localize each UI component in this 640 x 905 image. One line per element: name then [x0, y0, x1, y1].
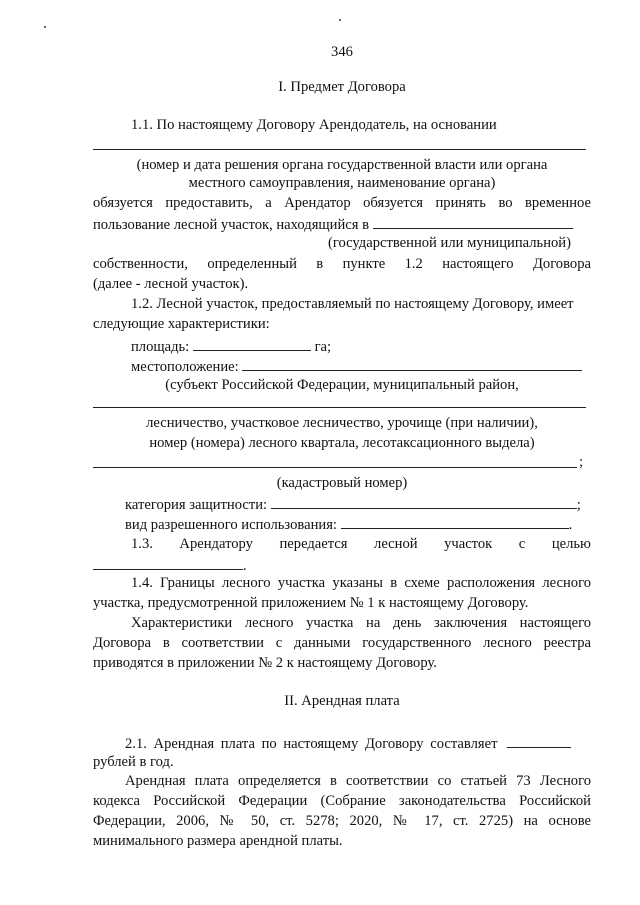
- word: определенный: [207, 256, 297, 272]
- permitted-use-label: вид разрешенного использования:: [125, 517, 337, 533]
- scan-speck: [339, 19, 341, 21]
- clause-1-2-line-2: следующие характеристики:: [93, 316, 270, 332]
- word: участок: [444, 536, 493, 552]
- clause-1-4-line-1: 1.4. Границы лесного участка указаны в схеме расположения лесного: [131, 575, 591, 591]
- word: 1.2: [404, 256, 423, 272]
- word: 1.3.: [131, 536, 153, 552]
- blank-purpose: [93, 555, 243, 570]
- rent-basis-line-3: Федерации, 2006, № 50, ст. 5278; 2020, № 17, ст. 2725) на основе: [93, 813, 591, 829]
- purpose-period: .: [243, 558, 247, 574]
- word: настоящего: [442, 256, 514, 272]
- ownership-line-2: (далее - лесной участок).: [93, 276, 249, 292]
- rent-basis-line-4: минимального размера арендной платы.: [93, 833, 343, 849]
- blank-rent-amount: [507, 733, 571, 748]
- word: в: [316, 256, 324, 272]
- blank-permitted-use: [341, 514, 569, 529]
- word: целью: [551, 536, 591, 552]
- blank-location: [242, 356, 582, 371]
- note-decision-line-2: местного самоуправления, наименование органа): [188, 175, 496, 191]
- location-row: [131, 356, 582, 376]
- area-unit: га;: [314, 339, 332, 355]
- word: с: [518, 536, 526, 552]
- clause-1-2-line-1: 1.2. Лесной участок, предоставляемый по настоящему Договору, имеет: [131, 296, 574, 312]
- note-decision-line-1: (номер и дата решения органа государственной власти или органа: [136, 157, 548, 173]
- clause-1-3-line-1: [131, 535, 591, 553]
- word: Договора: [532, 256, 591, 272]
- word: Арендатору: [179, 536, 253, 552]
- clause-2-1-text: 2.1. Арендная плата по настоящему Договору составляет: [125, 736, 498, 752]
- clause-1-4-line-2: участка, предусмотренной приложением № 1 к настоящему Договору.: [93, 595, 529, 611]
- section-2-title: II. Арендная плата: [284, 693, 400, 709]
- word: пункте: [342, 256, 386, 272]
- protection-label: категория защитности:: [125, 497, 268, 513]
- ownership-line-1: [93, 255, 591, 273]
- blank-line-forestry: [93, 407, 586, 408]
- area-row: [131, 336, 331, 356]
- characteristics-line-3: приводятся в приложении № 2 к настоящему Договору.: [93, 655, 437, 671]
- rent-basis-line-1: Арендная плата определяется в соответствии со статьей 73 Лесного: [125, 773, 591, 789]
- obligation-line-2-text: пользование лесной участок, находящийся в: [93, 217, 370, 233]
- clause-2-1-line-2: рублей в год.: [93, 754, 174, 770]
- permitted-use-period: .: [568, 517, 573, 533]
- obligation-line-1: обязуется предоставить, а Арендатор обязуется принять во временное: [93, 195, 591, 211]
- note-ownership-type: (государственной или муниципальной): [328, 235, 571, 251]
- permitted-use-row: [125, 514, 572, 534]
- blank-line-decision: [93, 149, 586, 150]
- word: собственности,: [93, 256, 188, 272]
- note-cadastral: (кадастровый номер): [276, 475, 408, 491]
- clause-1-1-line-1: 1.1. По настоящему Договору Арендодатель, на основании: [131, 117, 497, 133]
- location-label: местоположение:: [131, 359, 239, 375]
- note-location-line-2: лесничество, участковое лесничество, урочище (при наличии),: [146, 415, 538, 431]
- scan-speck: [44, 26, 46, 28]
- protection-semicolon: ;: [576, 497, 581, 513]
- protection-row: [125, 494, 581, 514]
- note-location-line-3: номер (номера) лесного квартала, лесотаксационного выдела): [149, 435, 535, 451]
- note-location-line-1: (субъект Российской Федерации, муниципальный район,: [165, 377, 519, 393]
- characteristics-line-1: Характеристики лесного участка на день заключения настоящего: [131, 615, 591, 631]
- word: передается: [279, 536, 348, 552]
- clause-2-1-line-1: [125, 733, 571, 753]
- characteristics-line-2: Договора в соответствии с данными государственного лесного реестра: [93, 635, 591, 651]
- clause-1-3-line-2: [93, 555, 247, 575]
- page-number: 346: [331, 44, 353, 60]
- rent-basis-line-2: кодекса Российской Федерации (Собрание законодательства Российской: [93, 793, 591, 809]
- word: лесной: [374, 536, 418, 552]
- blank-protection: [271, 494, 577, 509]
- blank-ownership-type: [373, 214, 573, 229]
- section-1-title: I. Предмет Договора: [278, 79, 406, 95]
- blank-line-cadastral: [93, 467, 577, 468]
- blank-area: [193, 336, 311, 351]
- obligation-line-2: [93, 214, 573, 234]
- cadastral-semicolon: ;: [579, 454, 584, 470]
- area-label: площадь:: [131, 339, 190, 355]
